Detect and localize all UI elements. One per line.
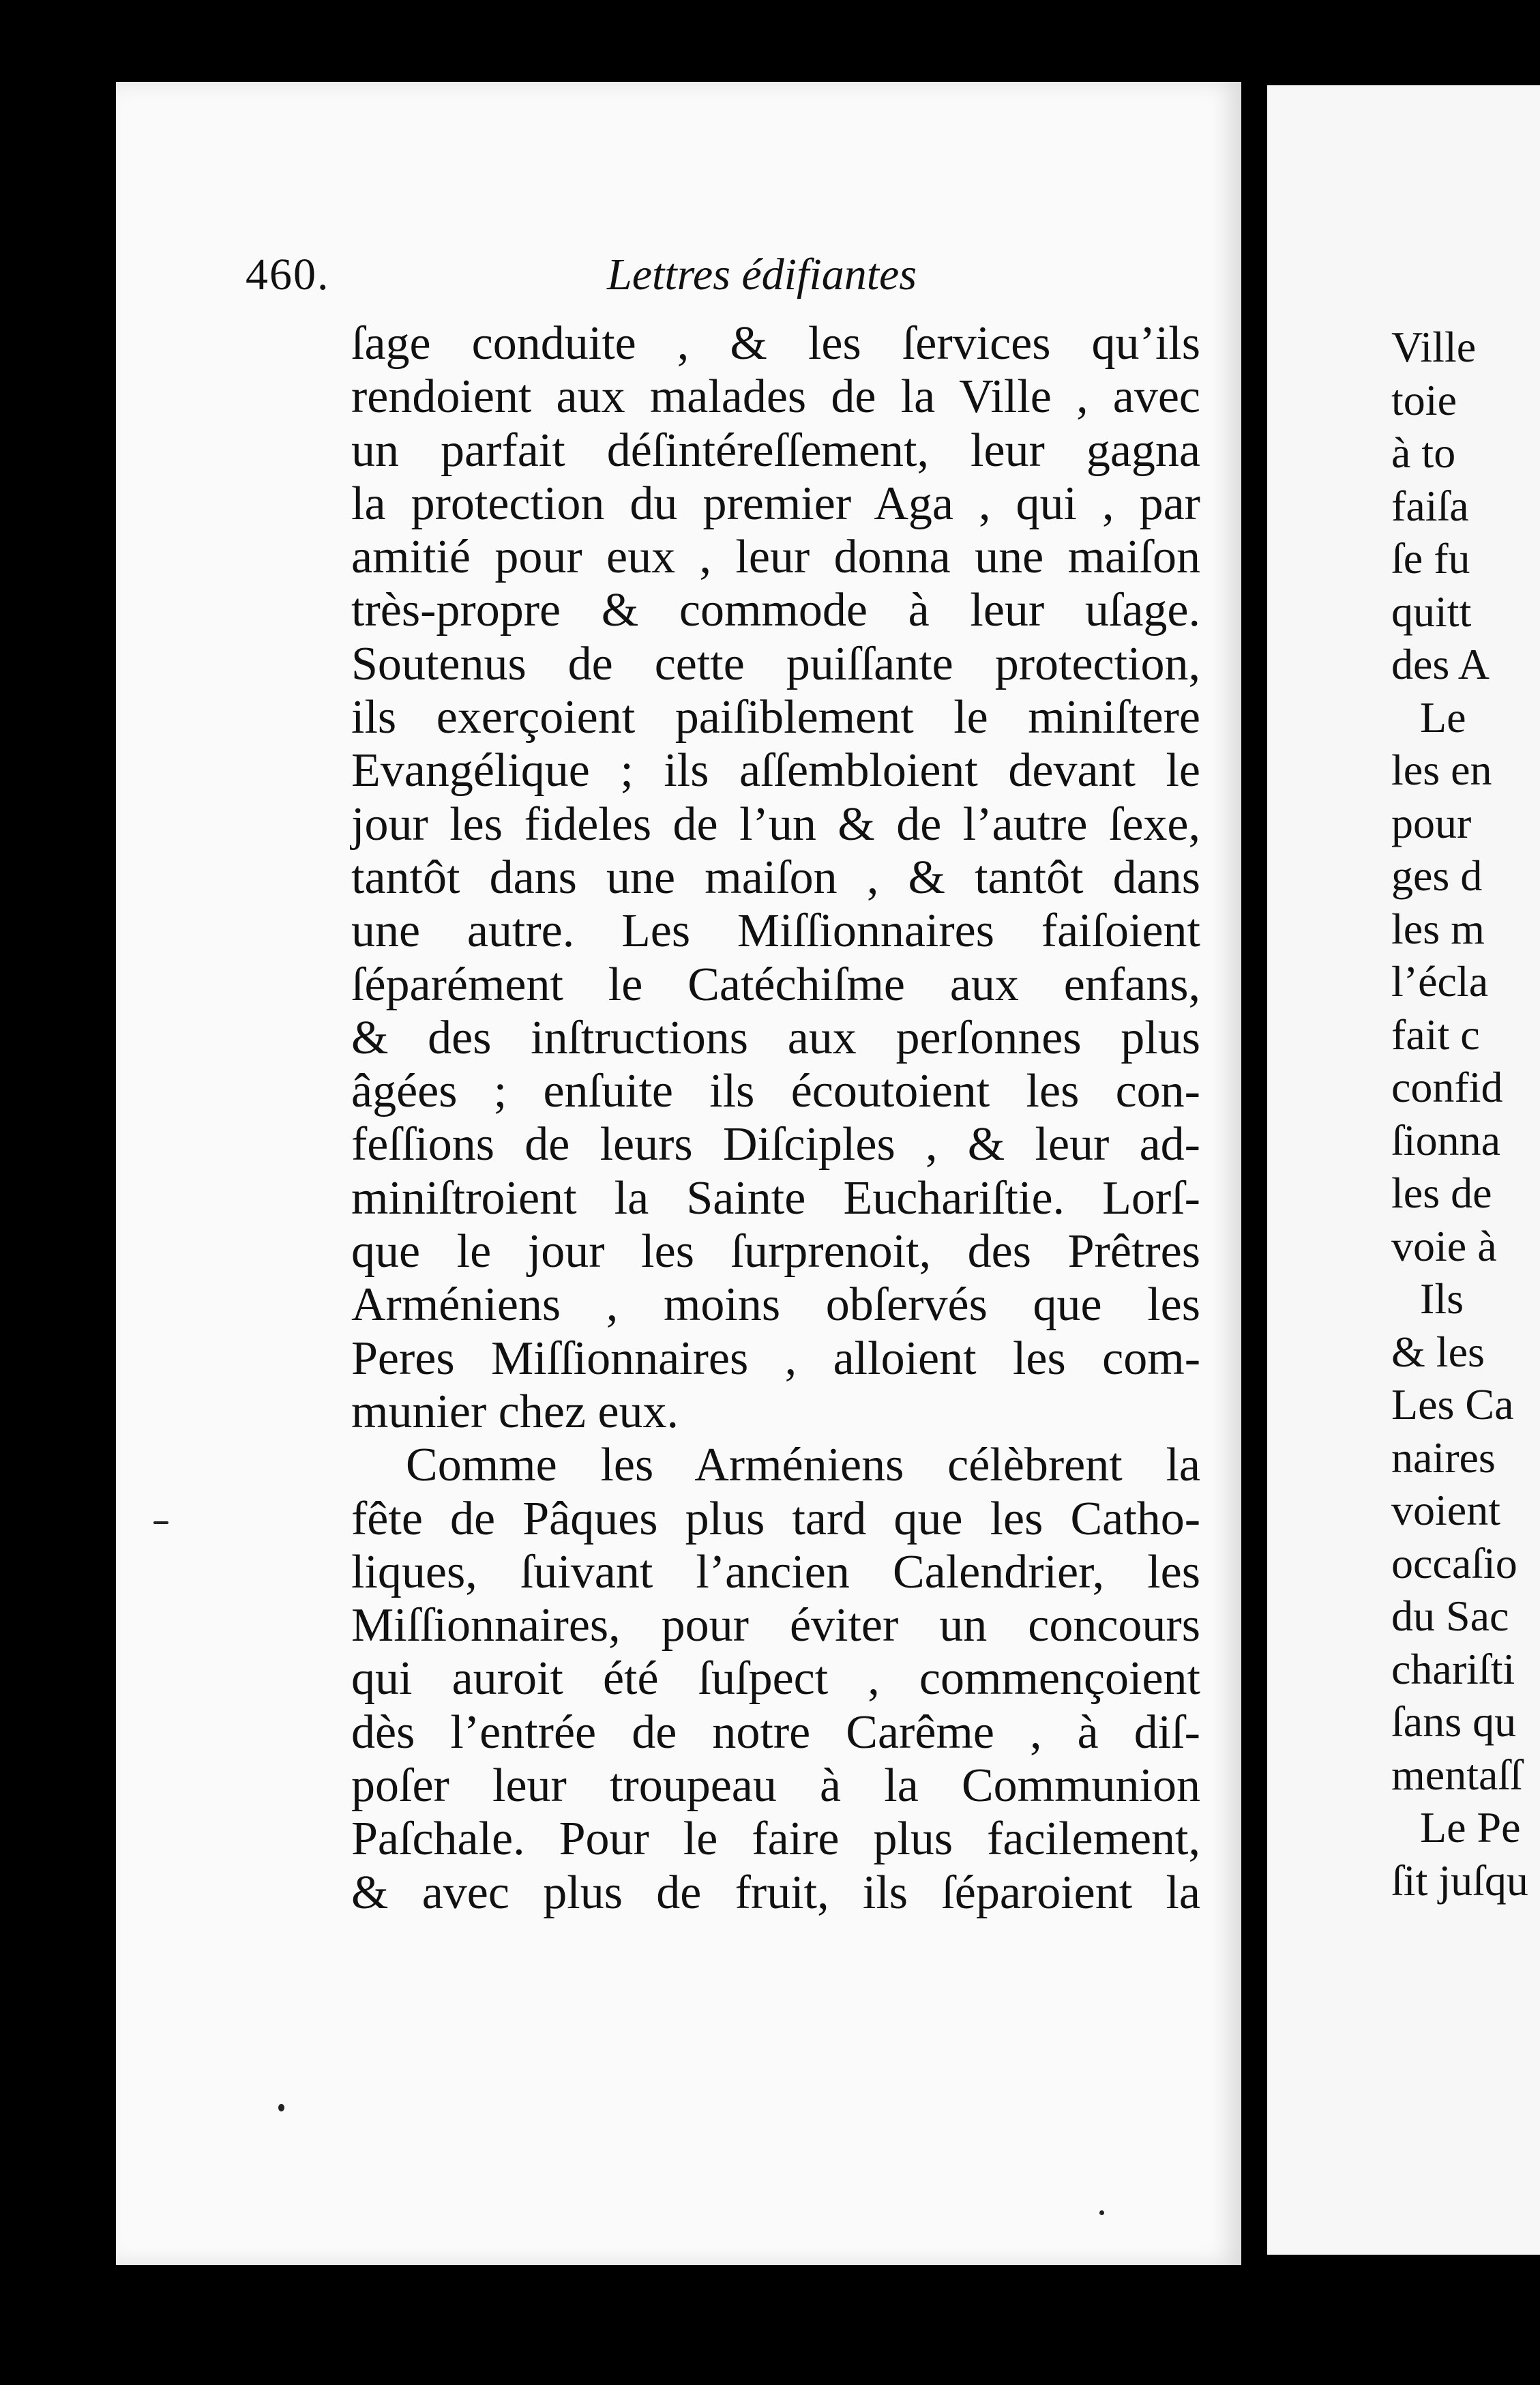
right-text-line: du Sac [1391, 1592, 1509, 1640]
text-line: miniſtroient la Sainte Euchariſtie. Lorſ- [351, 1171, 1200, 1225]
right-text-line: pour [1391, 798, 1472, 847]
text-line: Evangélique ; ils aſſembloient devant le [351, 744, 1200, 798]
text-line: Arméniens , moins obſervés que les [351, 1278, 1200, 1332]
text-line: Peres Miſſionnaires , alloient les com- [351, 1332, 1200, 1385]
right-text-line: ges d [1391, 851, 1483, 900]
right-text-line: l’écla [1391, 957, 1489, 1006]
ink-speck [278, 2104, 284, 2111]
text-line: qui auroit été ſuſpect , commençoient [351, 1652, 1200, 1706]
text-line: & des inſtructions aux perſonnes plus [351, 1011, 1200, 1064]
right-text-line: des A [1391, 640, 1490, 688]
text-line: ils exerçoient paiſiblement le miniſtere [351, 691, 1200, 744]
right-text-line: naires [1391, 1433, 1496, 1482]
running-title: Lettres édifiantes [607, 250, 917, 299]
text-line: la protection du premier Aga , qui , par [351, 477, 1200, 530]
text-line: & avec plus de fruit, ils ſéparoient la [351, 1866, 1200, 1919]
text-line: tantôt dans une maiſon , & tantôt dans [351, 851, 1200, 904]
text-line: amitié pour eux , leur donna une maiſon [351, 531, 1200, 584]
right-text-line: à to [1391, 428, 1456, 477]
right-text-line: ſans qu [1391, 1697, 1517, 1746]
right-text-line: confid [1391, 1063, 1503, 1111]
text-line: Miſſionnaires, pour éviter un concours [351, 1599, 1200, 1652]
ink-speck [1099, 2210, 1104, 2215]
page-header [246, 249, 1200, 310]
right-text-line: ſionna [1391, 1115, 1500, 1165]
right-text-line: Ils [1420, 1274, 1464, 1323]
text-line: liques, ſuivant l’ancien Calendrier, les [351, 1545, 1200, 1598]
text-line: un parfait déſintéreſſement, leur gagna [351, 424, 1200, 477]
right-text-line: fait c [1391, 1010, 1480, 1059]
main-text-block [351, 317, 1200, 1920]
right-text-line: Le [1420, 692, 1466, 742]
text-line: Soutenus de cette puiſſante protection, [351, 637, 1200, 690]
paragraph-start-line: Comme les Arméniens célèbrent la [406, 1439, 1200, 1492]
right-text-line: ſe fu [1391, 534, 1470, 583]
text-line: que le jour les ſurprenoit, des Prêtres [351, 1225, 1200, 1278]
text-line: rendoient aux malades de la Ville , avec [351, 370, 1200, 424]
right-text-line: chariſti [1391, 1644, 1515, 1693]
text-line: jour les fideles de l’un & de l’autre ſexe, [351, 798, 1200, 851]
right-page-text [1391, 321, 1528, 1907]
right-text-line: les m [1391, 904, 1485, 953]
text-line: feſſions de leurs Diſciples , & leur ad- [351, 1118, 1200, 1171]
text-line: fête de Pâques plus tard que les Catho- [351, 1492, 1200, 1545]
page-number: 460. [246, 250, 330, 299]
right-text-line: & les [1391, 1327, 1485, 1376]
ink-speck [153, 1521, 168, 1524]
text-line: Paſchale. Pour le faire plus facilement, [351, 1813, 1200, 1866]
text-line: une autre. Les Miſſionnaires faiſoient [351, 905, 1200, 958]
right-text-line: Les Ca [1391, 1380, 1514, 1429]
text-line: ſage conduite , & les ſervices qu’ils [351, 317, 1200, 370]
right-text-line: Ville [1391, 323, 1477, 371]
right-text-line: ſit juſqu [1391, 1856, 1528, 1905]
right-text-line: voient [1391, 1486, 1500, 1534]
text-line: très-propre & commode à leur uſage. [351, 584, 1200, 637]
right-text-line: quitt [1391, 587, 1472, 636]
right-text-line: mentaſſ [1391, 1750, 1522, 1799]
text-line: munier chez eux. [351, 1385, 679, 1438]
right-text-line: Le Pe [1420, 1803, 1521, 1852]
right-text-line: toie [1391, 375, 1457, 424]
right-text-line: faiſa [1391, 481, 1469, 530]
text-line: ſéparément le Catéchiſme aux enfans, [351, 958, 1200, 1011]
text-line: âgées ; enſuite ils écoutoient les con- [351, 1065, 1200, 1118]
right-text-line: occaſio [1391, 1538, 1517, 1587]
text-line: poſer leur troupeau à la Communion [351, 1759, 1200, 1813]
text-line: dès l’entrée de notre Carême , à diſ- [351, 1706, 1200, 1759]
right-text-line: les de [1391, 1169, 1492, 1217]
right-text-line: voie à [1391, 1221, 1497, 1270]
right-text-line: les en [1391, 746, 1492, 794]
